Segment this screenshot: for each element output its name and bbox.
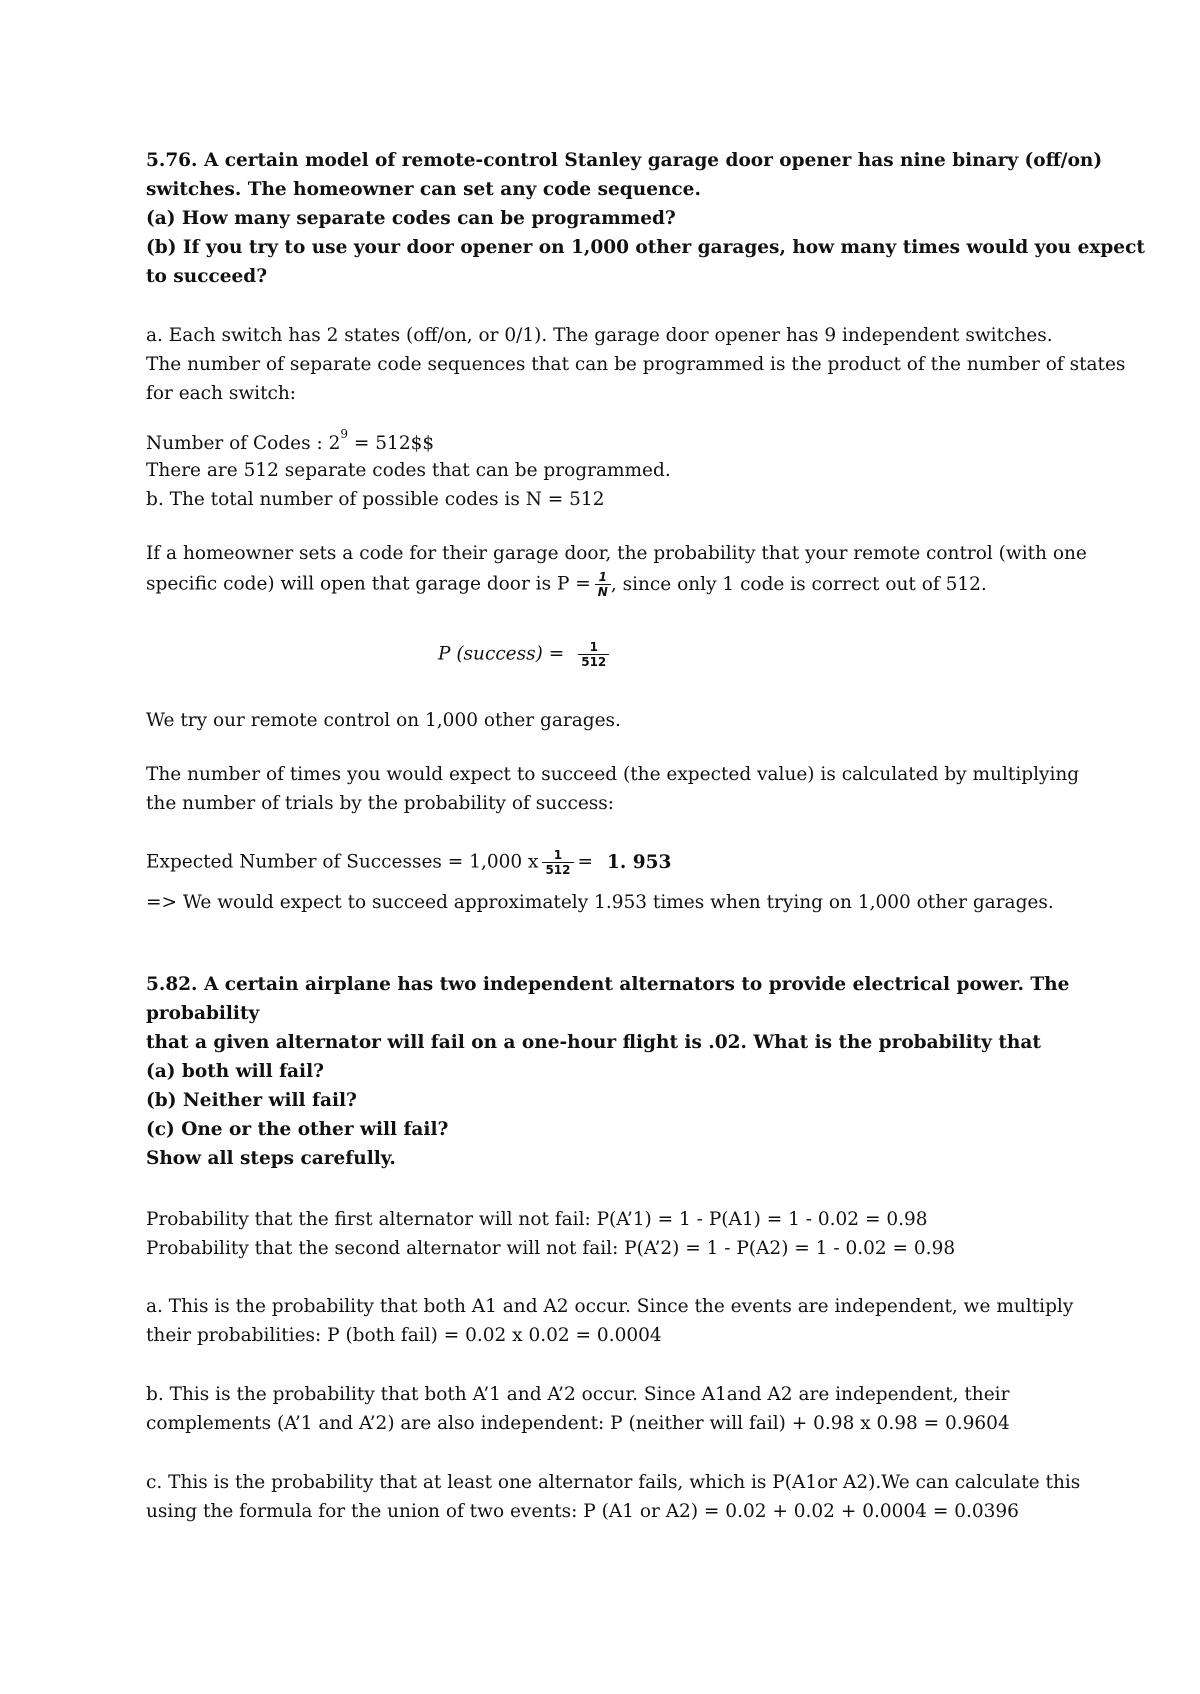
problem-576-line-3: (a) How many separate codes can be programmed? [146,208,676,229]
p-success-equation [438,641,738,668]
solution-576-b-line-5: The number of times you would expect to succeed (the expected value) is calculated by multiplying [146,764,1080,785]
prob-def-suffix: , since only 1 code is correct out of 512. [610,573,987,595]
fraction-denominator: N [595,584,611,599]
probability-definition-line [146,571,1076,598]
one-over-512-fraction [542,849,573,876]
expected-prefix: Expected Number of Successes = 1,000 x [146,851,539,873]
prob-def-prefix: specific code) will open that garage door is P = [146,573,591,595]
fraction-denominator: 512 [542,862,573,877]
one-over-512-fraction [578,641,609,668]
solution-576-b-line-6: the number of trials by the probability of success: [146,793,615,814]
problem-582-line-3: that a given alternator will fail on a one-hour flight is .02. What is the probability that [146,1032,1041,1053]
solution-582-p2: Probability that the second alternator will not fail: P(A’2) = 1 - P(A2) = 1 - 0.02 = 0.98 [146,1238,956,1259]
solution-582-b-line-1: b. This is the probability that both A’1 and A’2 occur. Since A1and A2 are independent, their [146,1384,1010,1405]
p-success-label: P (success) = [438,643,565,665]
solution-582-b-line-2: complements (A’1 and A’2) are also independent: P (neither will fail) + 0.98 x 0.98 = 0.9604 [146,1413,1010,1434]
problem-582-line-4: (a) both will fail? [146,1061,324,1082]
solution-582-p1: Probability that the first alternator will not fail: P(A’1) = 1 - P(A1) = 1 - 0.02 = 0.98 [146,1209,928,1230]
fraction-denominator: 512 [578,654,609,669]
solution-582-c-line-2: using the formula for the union of two events: P (A1 or A2) = 0.02 + 0.02 + 0.0004 = 0.0396 [146,1501,1019,1522]
problem-582-line-7: Show all steps carefully. [146,1148,396,1169]
codes-exponent: 9 [340,427,349,441]
codes-suffix: = 512$$ [348,433,435,455]
fraction-numerator: 1 [589,640,598,654]
problem-576-line-2: switches. The homeowner can set any code sequence. [146,179,701,200]
expected-successes-equation [146,849,1076,876]
problem-576-line-1: 5.76. A certain model of remote-control Stanley garage door opener has nine binary (off/on) [146,150,1103,171]
solution-582-a-line-2: their probabilities: P (both fail) = 0.02 x 0.02 = 0.0004 [146,1325,662,1346]
solution-582-c-line-1: c. This is the probability that at least one alternator fails, which is P(A1or A2).We can calculate this [146,1472,1081,1493]
number-of-codes-equation [146,427,1076,455]
solution-576-conclusion: => We would expect to succeed approximately 1.953 times when trying on 1,000 other garages. [146,892,1054,913]
solution-576-b-line-2: If a homeowner sets a code for their garage door, the probability that your remote control (with one [146,543,1087,564]
fraction-numerator: 1 [553,848,563,862]
problem-576-line-5: to succeed? [146,266,268,287]
problem-576-line-4: (b) If you try to use your door opener on 1,000 other garages, how many times would you expect [146,237,1145,258]
solution-582-a-line-1: a. This is the probability that both A1 and A2 occur. Since the events are independent, we multiply [146,1296,1074,1317]
problem-582-line-1: 5.82. A certain airplane has two independent alternators to provide electrical power. The [146,974,1070,995]
solution-576-a-line-1: a. Each switch has 2 states (off/on, or 0/1). The garage door opener has 9 independent switches. [146,325,1053,346]
expected-equals: = [577,851,594,873]
fraction-numerator: 1 [598,570,607,584]
solution-576-b-line-1: b. The total number of possible codes is N = 512 [146,489,605,510]
problem-582-line-5: (b) Neither will fail? [146,1090,357,1111]
solution-576-a-conclusion: There are 512 separate codes that can be programmed. [146,460,671,481]
solution-576-b-line-4: We try our remote control on 1,000 other garages. [146,710,621,731]
solution-576-a-line-2: The number of separate code sequences that can be programmed is the product of the number of states [146,354,1126,375]
expected-result: 1. 953 [607,851,672,873]
problem-582-line-2: probability [146,1003,260,1024]
problem-582-line-6: (c) One or the other will fail? [146,1119,449,1140]
codes-prefix: Number of Codes : 2 [146,433,341,455]
solution-576-a-line-3: for each switch: [146,383,297,404]
one-over-n-fraction [595,571,611,598]
